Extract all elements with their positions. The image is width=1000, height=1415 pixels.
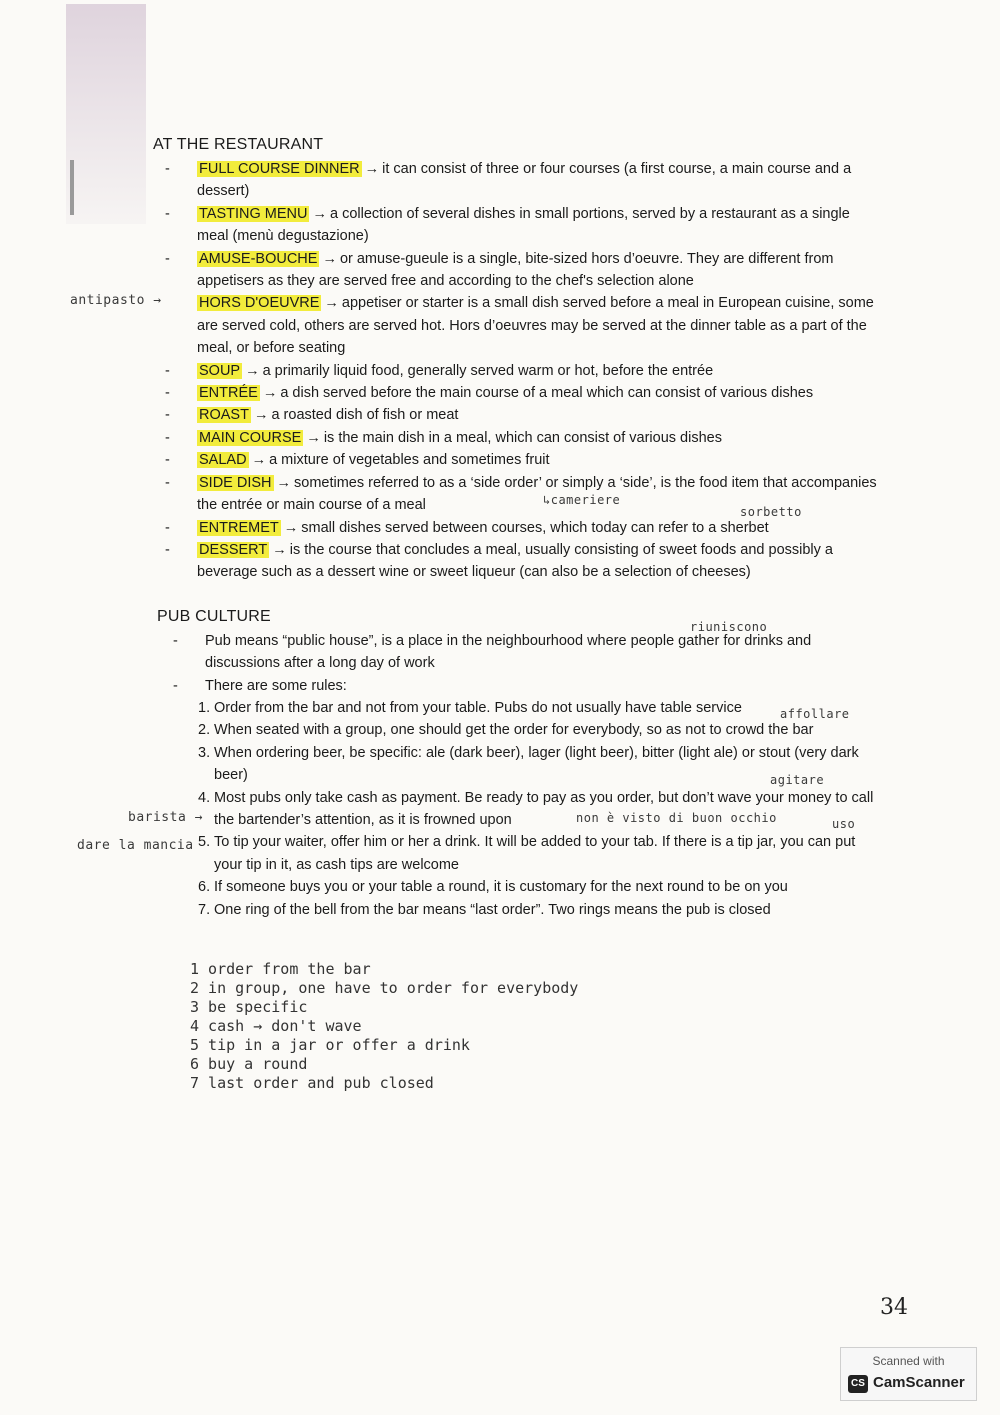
note-antipasto: antipasto → <box>70 293 162 308</box>
scan-edge-shadow <box>66 4 146 224</box>
definition: appetiser or starter is a small dish served before a meal in European cuisine, some are served cold, others are served hot. Hors d’oeuvres may be served at the dinner table as a part of the meal, or before seating <box>197 295 874 357</box>
list-item: - ROAST → a roasted dish of fish or meat <box>165 407 459 424</box>
restaurant-terms-list <box>165 158 885 584</box>
list-item: - ENTREMET → small dishes served between courses, which today can refer to a sherbet <box>165 519 769 536</box>
rule-number: 1. <box>198 700 211 716</box>
rule-number: 5. <box>198 834 211 851</box>
bullet-text: There are some rules: <box>205 677 347 694</box>
term: FULL COURSE DINNER <box>199 161 360 177</box>
rule-text: If someone buys you or your table a round, it is customary for the next round to be on you <box>214 879 788 896</box>
term: SALAD <box>199 452 247 469</box>
definition: or amuse-gueule is a single, bite-sized hors d’oeuvre. They are different from appetisers as they are served free and according to the chef's selection alone <box>197 250 834 290</box>
definition: a primarily liquid food, generally served warm or hot, before the entrée <box>262 362 714 379</box>
list-item: HORS D'OEUVRE → appetiser or starter is a small dish served before a meal in European cuisine, some are served cold, others are served hot. Hors d’oeuvres may be served at the dinner table as a part of the meal, or before seating <box>197 295 874 357</box>
bullet-text: Pub means “public house”, is a place in the neighbourhood where people gather for drinks and discussions after a long day of work <box>205 633 812 672</box>
note-agitare: agitare <box>770 773 825 787</box>
rule-text: One ring of the bell from the bar means “last order”. Two rings means the pub is closed <box>214 901 771 918</box>
summary-line: 1 order from the bar <box>190 960 371 978</box>
term: HORS D'OEUVRE <box>199 295 320 312</box>
definition: small dishes served between courses, which today can refer to a sherbet <box>301 519 769 536</box>
note-non-visto: non è visto di buon occhio <box>576 811 777 825</box>
list-item: - SALAD → a mixture of vegetables and sometimes fruit <box>165 452 550 469</box>
note-dare-mancia: dare la mancia <box>77 838 194 853</box>
definition: is the main dish in a meal, which can consist of various dishes <box>323 429 722 446</box>
rule-text: Order from the bar and not from your table. Pubs do not usually have table service <box>214 700 742 716</box>
note-barista: barista → <box>128 810 203 825</box>
rule-text: To tip your waiter, offer him or her a drink. It will be added to your tab. If there is a tip jar, you can put your tip in it, as cash tips are welcome <box>214 834 856 873</box>
list-item: - DESSERT → is the course that concludes a meal, usually consisting of sweet foods and possibly a beverage such as a dessert wine or sweet liqueur (can also be a selection of cheeses) <box>165 541 833 581</box>
rule-number: 2. <box>198 722 211 739</box>
term: ROAST <box>199 407 249 424</box>
definition: a roasted dish of fish or meat <box>271 407 459 424</box>
list-item: - MAIN COURSE → is the main dish in a meal, which can consist of various dishes <box>165 429 722 446</box>
rule-text: When seated with a group, one should get the order for everybody, so as not to crowd the bar <box>214 722 814 739</box>
rule-item <box>198 876 878 898</box>
definition: a mixture of vegetables and sometimes fruit <box>269 452 550 469</box>
watermark-brand: CamScanner <box>873 1374 965 1391</box>
summary-line: 7 last order and pub closed <box>190 1074 434 1092</box>
definition: it can consist of three or four courses (a first course, a main course and a dessert) <box>197 161 852 200</box>
term: SIDE DISH <box>199 474 272 491</box>
summary-line: 5 tip in a jar or offer a drink <box>190 1036 470 1054</box>
list-item: - There are some rules: <box>173 677 347 694</box>
summary-line: 3 be specific <box>190 998 308 1016</box>
summary-line: 2 in group, one have to order for everybody <box>190 979 579 997</box>
term: ENTRÉE <box>199 385 258 402</box>
camscanner-watermark <box>840 1347 977 1401</box>
term: SOUP <box>199 362 241 379</box>
rule-text: Most pubs only take cash as payment. Be ready to pay as you order, but don’t wave your money to call the bartender’s attention, as it is frowned upon <box>214 789 874 829</box>
summary-line: 4 cash → don't wave <box>190 1017 362 1035</box>
list-item: - Pub means “public house”, is a place in the neighbourhood where people gather for drinks and discussions after a long day of work <box>173 633 812 672</box>
definition: sometimes referred to as a ‘side order’ or simply a ‘side’, is the food item that accompanies the entrée or main course of a meal <box>197 474 877 514</box>
rule-item <box>198 831 878 876</box>
definition: a collection of several dishes in small portions, served by a restaurant as a single meal (menù degustazione) <box>197 205 850 245</box>
handwritten-summary <box>190 960 578 1093</box>
list-item: - TASTING MENU → a collection of several dishes in small portions, served by a restaurant as a single meal (menù degustazione) <box>165 205 850 245</box>
pub-rules-list <box>198 697 878 921</box>
note-sorbetto: sorbetto <box>740 505 802 519</box>
note-riuniscono: riuniscono <box>690 620 768 634</box>
note-uso: uso <box>832 817 856 831</box>
list-item: - ENTRÉE → a dish served before the main course of a meal which can consist of various dishes <box>165 385 814 402</box>
rule-number: 7. <box>198 901 211 918</box>
term: ENTREMET <box>199 519 279 536</box>
note-affollare: affollare <box>780 707 850 721</box>
term: AMUSE-BOUCHE <box>199 250 318 267</box>
term: TASTING MENU <box>199 205 308 222</box>
summary-line: 6 buy a round <box>190 1055 308 1073</box>
term: MAIN COURSE <box>199 429 302 446</box>
pub-bullets <box>173 630 873 697</box>
term: DESSERT <box>199 541 268 558</box>
list-item: - SIDE DISH → sometimes referred to as a ‘side order’ or simply a ‘side’, is the food item that accompanies the entrée or main course of a meal <box>165 474 877 514</box>
list-item: - FULL COURSE DINNER → it can consist of three or four courses (a first course, a main course and a dessert) <box>165 161 852 200</box>
note-cameriere: ↳cameriere <box>543 493 621 507</box>
definition: is the course that concludes a meal, usually consisting of sweet foods and possibly a beverage such as a dessert wine or sweet liqueur (can also be a selection of cheeses) <box>197 541 833 581</box>
rule-number: 4. <box>198 789 211 806</box>
rule-item <box>198 899 878 921</box>
camscanner-logo-icon: CS <box>848 1375 868 1393</box>
rule-number: 3. <box>198 744 211 761</box>
pub-section-title: PUB CULTURE <box>157 608 271 625</box>
watermark-caption: Scanned with <box>872 1354 945 1368</box>
rule-number: 6. <box>198 879 211 896</box>
list-item: - AMUSE-BOUCHE → or amuse-gueule is a single, bite-sized hors d’oeuvre. They are different from appetisers as they are served free and according to the chef's selection alone <box>165 250 834 290</box>
rule-text: When ordering beer, be specific: ale (dark beer), lager (light beer), bitter (light ale) or stout (very dark beer) <box>214 744 859 784</box>
rule-item <box>198 719 878 741</box>
list-item: - SOUP → a primarily liquid food, generally served warm or hot, before the entrée <box>165 362 714 379</box>
rule-item <box>198 697 878 719</box>
definition: a dish served before the main course of a meal which can consist of various dishes <box>280 385 814 402</box>
page-number: 34 <box>880 1295 908 1320</box>
scan-edge-line <box>70 160 74 215</box>
restaurant-section-title: AT THE RESTAURANT <box>153 136 324 153</box>
